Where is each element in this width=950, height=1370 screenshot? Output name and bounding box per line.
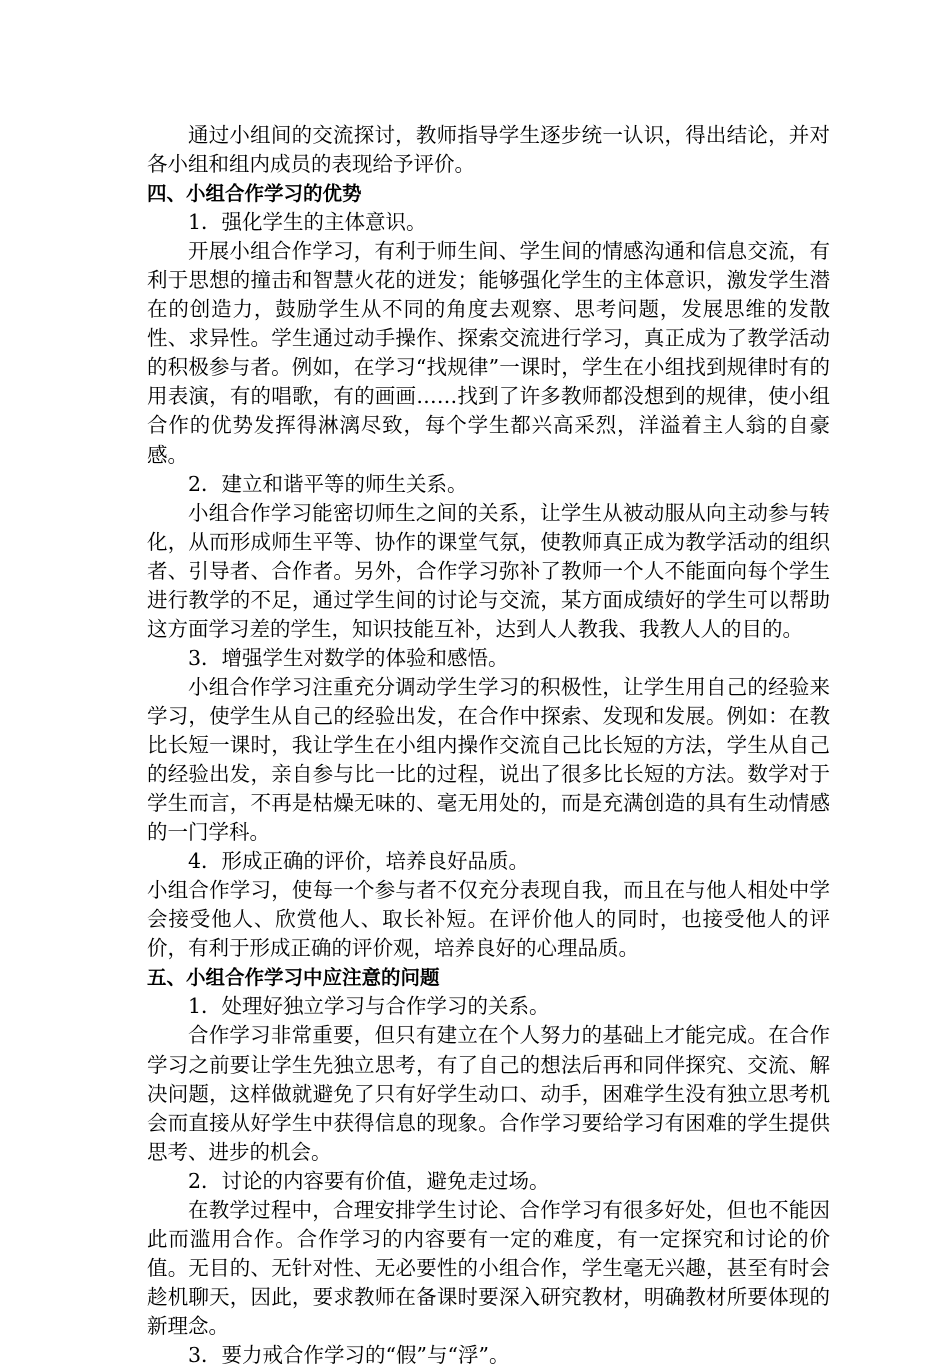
paragraph-5-2: 在教学过程中，合理安排学生讨论、合作学习有很多好处，但也不能因此而滥用合作。合作学习的内容要有一定的难度，有一定探究和讨论的价值。无目的、无针对性、无必要性的小组合作，学生毫无兴趣，甚至有时会趁机聊天，因此，要求教师在备课时要深入研究教材，明确教材所要体现的新理念。 — [147, 1197, 830, 1338]
paragraph-conclusion: 通过小组间的交流探讨，教师指导学生逐步统一认识，得出结论，并对各小组和组内成员的表现给予评价。 — [147, 123, 830, 177]
document-body — [147, 121, 830, 1370]
section-heading-5: 五、小组合作学习中应注意的问题 — [147, 966, 440, 990]
paragraph-4-3: 小组合作学习注重充分调动学生学习的积极性，让学生用自己的经验来学习，使学生从自己的经验出发，在合作中探索、发现和发展。例如：在教比长短一课时，我让学生在小组内操作交流自己比长短的方法，学生从自己的经验出发，亲自参与比一比的过程，说出了很多比长短的方法。数学对于学生而言，不再是枯燥无味的、毫无用处的，而是充满创造的具有生动情感的一门学科。 — [147, 674, 830, 845]
paragraph-4-2: 小组合作学习能密切师生之间的关系，让学生从被动服从向主动参与转化，从而形成师生平等、协作的课堂气氛，使教师真正成为教学活动的组织者、引导者、合作者。另外，合作学习弥补了教师一个人不能面向每个学生进行教学的不足，通过学生间的讨论与交流，某方面成绩好的学生可以帮助这方面学习差的学生，知识技能互补，达到人人教我、我教人人的目的。 — [147, 500, 830, 641]
subheading-4-4: 4．形成正确的评价，培养良好品质。 — [188, 849, 530, 874]
subheading-4-2: 2．建立和谐平等的师生关系。 — [188, 471, 468, 496]
paragraph-5-1: 合作学习非常重要，但只有建立在个人努力的基础上才能完成。在合作学习之前要让学生先独立思考，有了自己的想法后再和同伴探究、交流、解决问题，这样做就避免了只有好学生动口、动手，困难学生没有独立思考机会而直接从好学生中获得信息的现象。合作学习要给学习有困难的学生提供思考、进步的机会。 — [147, 1023, 830, 1164]
subheading-5-1: 1．处理好独立学习与合作学习的关系。 — [188, 994, 550, 1019]
section-heading-4: 四、小组合作学习的优势 — [147, 182, 362, 206]
subheading-5-2: 2．讨论的内容要有价值，避免走过场。 — [188, 1168, 550, 1193]
subheading-4-3: 3．增强学生对数学的体验和感悟。 — [188, 645, 509, 670]
subheading-4-1: 1．强化学生的主体意识。 — [188, 210, 427, 235]
paragraph-4-1: 开展小组合作学习，有利于师生间、学生间的情感沟通和信息交流，有利于思想的撞击和智慧火花的迸发；能够强化学生的主体意识，激发学生潜在的创造力，鼓励学生从不同的角度去观察、思考问题，发展思维的发散性、求异性。学生通过动手操作、探索交流进行学习，真正成为了教学活动的积极参与者。例如，在学习“找规律”一课时，学生在小组找到规律时有的用表演，有的唱歌，有的画画……找到了许多教师都没想到的规律，使小组合作的优势发挥得淋漓尽致，每个学生都兴高采烈，洋溢着主人翁的自豪感。 — [147, 239, 830, 467]
subheading-5-3: 3．要力戒合作学习的“假”与“浮”。 — [188, 1342, 510, 1367]
paragraph-4-4: 小组合作学习，使每一个参与者不仅充分表现自我，而且在与他人相处中学会接受他人、欣赏他人、取长补短。在评价他人的同时，也接受他人的评价，有利于形成正确的评价观，培养良好的心理品质。 — [147, 878, 830, 961]
